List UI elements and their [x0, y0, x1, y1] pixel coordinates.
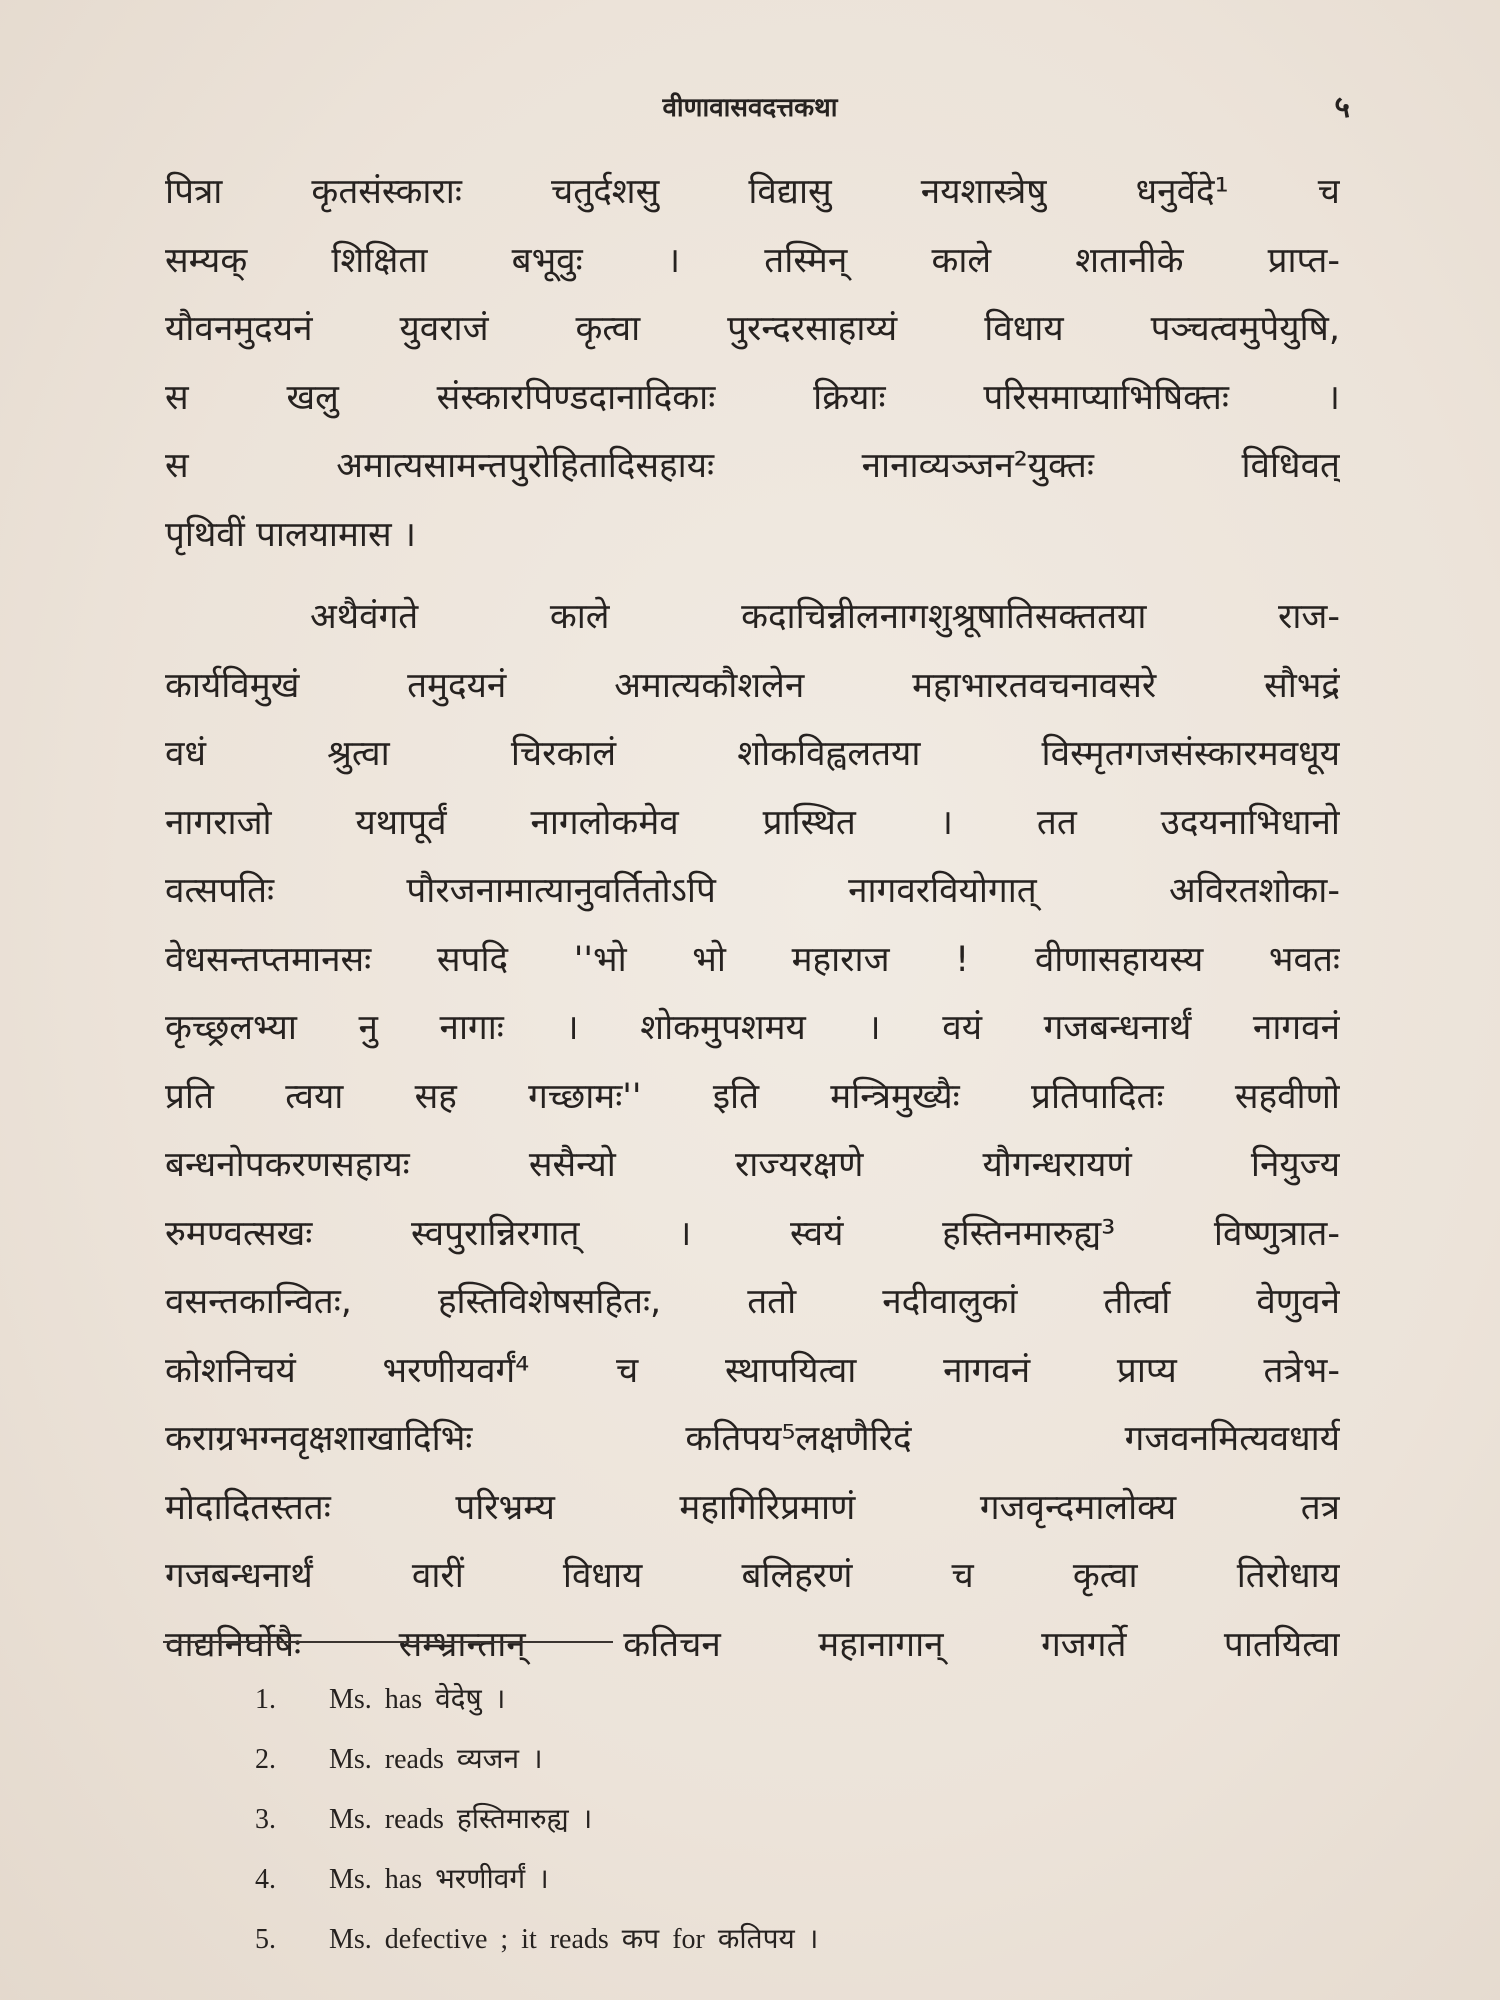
footnote-text: Ms. defective ; it reads कप for कतिपय । [329, 1924, 819, 1955]
footnote-text: Ms. reads व्यजन । [329, 1744, 543, 1775]
text-line: पित्रा कृतसंस्काराः चतुर्दशसु विद्यासु नयशास्त्रेषु धनुर्वेदे¹ च [165, 172, 1340, 212]
text-line: सम्यक् शिक्षिता बभूवुः । तस्मिन् काले शतानीके प्राप्त- [165, 240, 1340, 281]
footnote-text: Ms. has भरणीवर्गं । [329, 1864, 549, 1895]
text-line: कराग्रभग्नवृक्षशाखादिभिः कतिपय⁵लक्षणैरिदं गजवनमित्यवधार्य [165, 1419, 1340, 1459]
page-header [0, 88, 1500, 128]
text-line: वत्सपतिः पौरजनामात्यानुवर्तितोऽपि नागवरवियोगात् अविरतशोका- [165, 871, 1340, 911]
text-line: बन्धनोपकरणसहायः ससैन्यो राज्यरक्षणे यौगन्धरायणं नियुज्य [165, 1145, 1340, 1185]
footnote-number: 5. [255, 1924, 276, 1955]
text-line: यौवनमुदयनं युवराजं कृत्वा पुरन्दरसाहाय्यं विधाय पञ्चत्वमुपेयुषि, [165, 309, 1340, 349]
text-line: अथैवंगते काले कदाचिन्नीलनागशुश्रूषातिसक्ततया राज- [310, 597, 1340, 637]
footnote [255, 1730, 1355, 1790]
text-line: स अमात्यसामन्तपुरोहितादिसहायः नानाव्यञ्जन²युक्तः विधिवत् [165, 446, 1340, 486]
footnote [255, 1790, 1355, 1850]
footnote [255, 1670, 1355, 1730]
paragraph-1 [165, 158, 1340, 569]
footnote-number: 1. [255, 1684, 276, 1715]
text-line: पृथिवीं पालयामास । [165, 514, 417, 555]
text-line: वधं श्रुत्वा चिरकालं शोकविह्वलतया विस्मृतगजसंस्कारमवधूय [165, 734, 1340, 774]
footnote-text: Ms. has वेदेषु । [329, 1684, 506, 1715]
text-line: कोशनिचयं भरणीयवर्गं⁴ च स्थापयित्वा नागवनं प्राप्य तत्रेभ- [165, 1350, 1340, 1391]
text-line: कार्यविमुखं तमुदयनं अमात्यकौशलेन महाभारतवचनावसरे सौभद्रं [165, 665, 1340, 706]
footnote [255, 1910, 1355, 1970]
footnote-number: 3. [255, 1804, 276, 1835]
footnotes [255, 1670, 1355, 1970]
footnote-number: 2. [255, 1744, 276, 1775]
footnote [255, 1850, 1355, 1910]
text-line: प्रति त्वया सह गच्छामः'' इति मन्त्रिमुख्यैः प्रतिपादितः सहवीणो [165, 1076, 1340, 1117]
text-line: रुमण्वत्सखः स्वपुरान्निरगात् । स्वयं हस्तिनमारुह्य³ विष्णुत्रात- [165, 1213, 1340, 1254]
text-line: मोदादितस्ततः परिभ्रम्य महागिरिप्रमाणं गजवृन्दमालोक्य तत्र [165, 1487, 1340, 1528]
paragraph-2 [165, 583, 1340, 1679]
text-line: कृच्छ्रलभ्या नु नागाः । शोकमुपशमय । वयं गजबन्धनार्थं नागवनं [165, 1008, 1340, 1048]
footnote-divider [163, 1641, 613, 1643]
running-title: वीणावासवदत्तकथा [662, 93, 838, 123]
footnote-text: Ms. reads हस्तिमारुह्य । [329, 1804, 593, 1835]
text-line: वाद्यनिर्घोषैः सम्भ्रान्तान् कतिचन महानागान् गजगर्ते पातयित्वा [165, 1624, 1340, 1665]
text-line: स खलु संस्कारपिण्डदानादिकाः क्रियाः परिसमाप्याभिषिक्तः । [165, 377, 1340, 418]
text-line: वेधसन्तप्तमानसः सपदि ''भो भो महाराज ! वीणासहायस्य भवतः [165, 939, 1340, 980]
text-line: नागराजो यथापूर्वं नागलोकमेव प्रास्थित । तत उदयनाभिधानो [165, 802, 1340, 843]
page-number: ५ [1334, 90, 1350, 125]
text-line: गजबन्धनार्थं वारीं विधाय बलिहरणं च कृत्वा तिरोधाय [165, 1556, 1340, 1596]
footnote-number: 4. [255, 1864, 276, 1895]
text-line: वसन्तकान्वितः, हस्तिविशेषसहितः, ततो नदीवालुकां तीर्त्वा वेणुवने [165, 1282, 1340, 1322]
